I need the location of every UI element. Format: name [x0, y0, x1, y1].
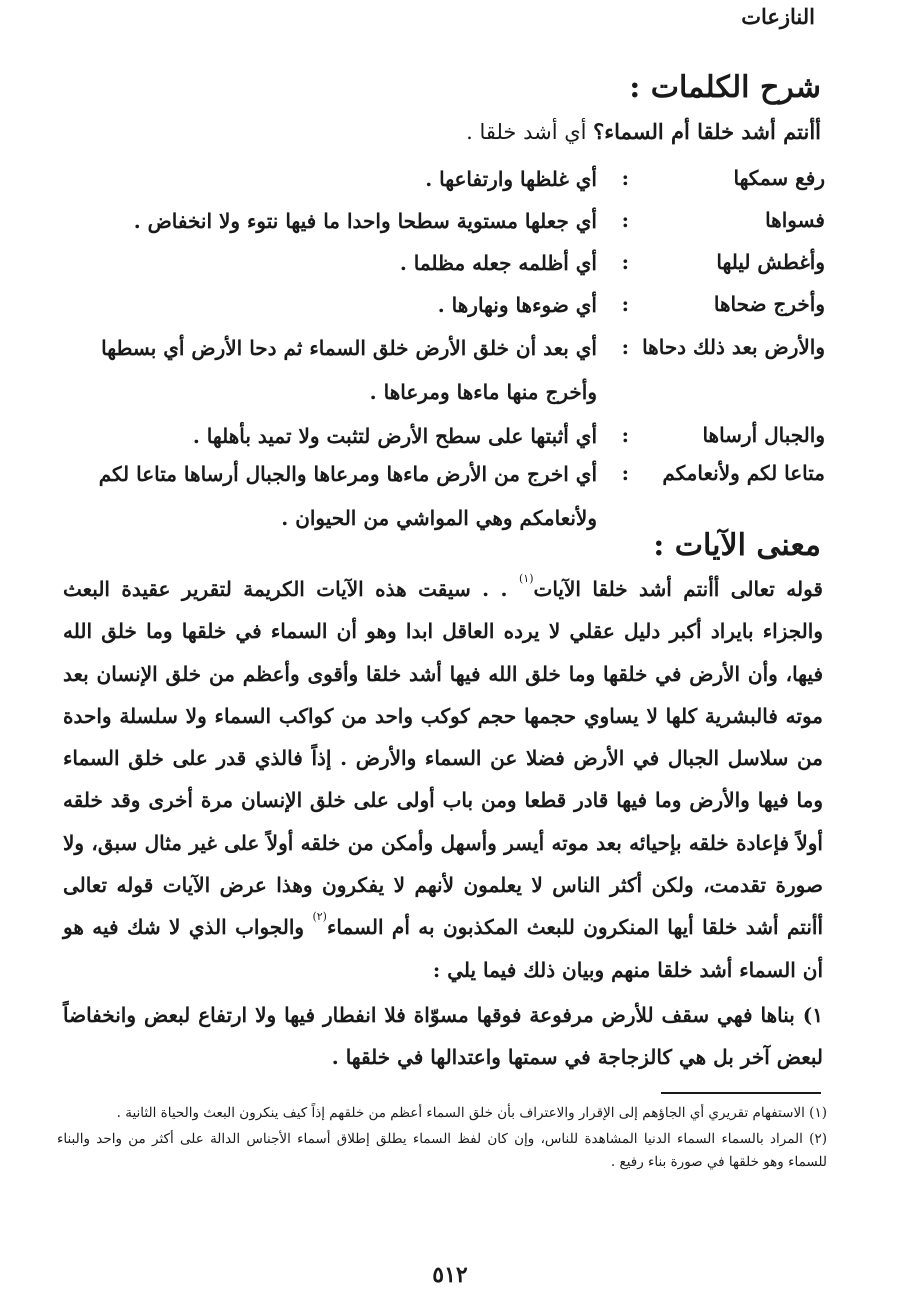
glossary-heading: شرح الكلمات : — [629, 70, 821, 105]
glossary-term: وأخرج ضحاها — [713, 292, 825, 316]
glossary-definition: أي أثبتها على سطح الأرض لتثبت ولا تميد بأهلها . — [192, 424, 597, 448]
glossary-term: وأغطش ليلها — [716, 250, 825, 274]
glossary-definition: أي أظلمه جعله مظلما . — [399, 251, 597, 275]
glossary-lead-line — [466, 117, 821, 147]
glossary-colon: : — [621, 166, 629, 190]
glossary-colon: : — [621, 292, 629, 316]
meaning-body — [63, 568, 823, 1079]
footnote-divider — [661, 1092, 821, 1094]
glossary-definition: أي جعلها مستوية سطحا واحدا ما فيها نتوء ولا انخفاض . — [133, 209, 597, 233]
glossary-colon: : — [621, 461, 629, 485]
footnote-marker: (١) — [518, 572, 534, 585]
glossary-colon: : — [621, 423, 629, 447]
glossary-colon: : — [621, 250, 629, 274]
meaning-paragraph: ١) بناها فهي سقف للأرض مرفوعة فوقها مسوّاة فلا انفطار فيها ولا ارتفاع لبعض وانخفاضاً لبعض آخر بل هي كالزجاجة في سمتها واعتدالها في خلقها . — [63, 1002, 823, 1070]
meaning-paragraph — [63, 568, 823, 991]
lead-question: أأنتم أشد خلقا أم السماء؟ — [593, 119, 821, 144]
glossary-term: والجبال أرساها — [702, 423, 825, 447]
page-number: ٥١٢ — [432, 1262, 468, 1288]
glossary-definition: أي غلظها وارتفاعها . — [425, 167, 597, 191]
footnote: (٢) المراد بالسماء السماء الدنيا المشاهدة للناس، وإن كان لفظ السماء يطلق إطلاق أسماء الأجناس الدالة على أكثر من واحد والبناء للسماء وهو خلقها في صورة بناء رفيع . — [57, 1131, 827, 1170]
glossary-term: فسواها — [765, 208, 825, 232]
footnote-marker: (٢) — [312, 910, 327, 924]
footnote: (١) الاستفهام تقريري أي الجاؤهم إلى الإقرار والاعتراف بأن خلق السماء أعظم من خلقهم إذاً كيف ينكرون البعث والحياة الثانية . — [116, 1105, 827, 1121]
meaning-text: والجواب الذي لا شك فيه هو أن السماء أشد خلقا منهم وبيان ذلك فيما يلي : — [63, 915, 823, 982]
glossary-colon: : — [621, 208, 629, 232]
lead-answer: أي أشد خلقا . — [466, 120, 594, 144]
glossary-definition: أي بعد أن خلق الأرض خلق السماء ثم دحا الأرض أي بسطها وأخرج منها ماءها ومرعاها . — [101, 336, 597, 404]
glossary-term: والأرض بعد ذلك دحاها — [642, 335, 825, 359]
glossary-term: متاعا لكم ولأنعامكم — [662, 461, 825, 485]
glossary-colon: : — [621, 335, 629, 359]
glossary-term: رفع سمكها — [733, 166, 825, 190]
meaning-heading: معنى الآيات : — [653, 528, 821, 563]
glossary-definition: أي اخرج من الأرض ماءها ومرعاها والجبال أرساها متاعا لكم ولأنعامكم وهي المواشي من الحيوان . — [98, 462, 597, 530]
running-header-surah-name: النازعات — [741, 4, 815, 29]
glossary-definition: أي ضوءها ونهارها . — [437, 293, 597, 317]
meaning-text: . . سيقت هذه الآيات الكريمة لتقرير عقيدة البعث والجزاء بايراد أكبر دليل عقلي لا يرده العاقل ابدا وهو أن السماء في خلقها وما خلق الله فيها، وأن الأرض في خلقها وما خلق الله فيها أشد خلقا وأقوى وأعظم من خلق الإنسان بعد موته فالبشرية كلها لا يساوي حجمها حجم كوكب واحد من كواكب السماء ولا سلسلة واحدة من سلاسل الجبال في الأرض فضلا عن السماء والأرض . إذاً فالذي قدر على خلق السماء وما فيها والأرض وما فيها قادر قطعا ومن باب أولى على خلق الإنسان مرة أخرى وقد خلقه أولاً فإعادة خلقه بإحيائه بعد موته أيسر وأسهل وأمكن من خلقه أولاً على غير مثال سبق، ولا صورة تقدمت، ولكن أكثر الناس لا يعلمون لأنهم لا يفكرون وهذا عرض الآيات قوله تعالى أأنتم أشد خلقا أيها المنكرون للبعث المكذبون به أم السماء — [63, 577, 824, 940]
meaning-text: قوله تعالى أأنتم أشد خلقا الآيات — [533, 577, 823, 601]
footnotes — [57, 1102, 827, 1177]
